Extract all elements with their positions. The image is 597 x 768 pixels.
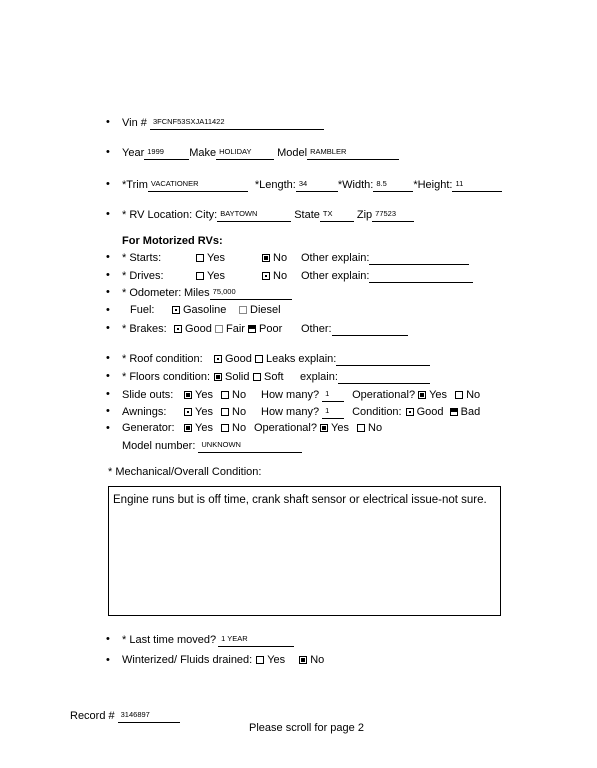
length-field[interactable] [296,178,338,192]
slideouts-how-many-label: How many? [261,389,320,401]
width-value: 8.5 [376,179,387,188]
model-label: Model [277,147,308,159]
make-field[interactable] [216,146,274,160]
bullet: • [106,405,110,417]
scroll-hint: Please scroll for page 2 [249,722,364,734]
brakes-other-label: Other: [301,323,332,335]
generator-row [122,422,382,435]
drives-no-checkbox[interactable] [262,272,270,280]
awnings-row [122,405,480,419]
slideouts-op-yes-checkbox[interactable] [418,391,426,399]
awnings-label: Awnings: [122,406,167,418]
roof-leaks-checkbox[interactable] [255,355,263,363]
brakes-row [122,322,408,336]
record-label: Record # [70,710,115,722]
roof-label: * Roof condition: [122,353,203,365]
height-value: 11 [455,179,464,188]
generator-model-row [122,439,302,453]
awnings-bad-checkbox[interactable] [450,408,458,416]
state-value: TX [322,209,333,218]
winterized-no-label: No [310,654,325,666]
roof-row [122,352,430,366]
model-value: RAMBLER [310,147,347,156]
bullet: • [106,388,110,400]
floors-solid-label: Solid [225,371,250,383]
generator-no-label: No [232,422,247,434]
floors-explain-label: explain: [300,371,338,383]
drives-row [122,269,473,283]
slideouts-how-many-value: 1 [325,389,330,398]
record-value: 3146897 [120,710,150,719]
fuel-diesel-checkbox[interactable] [239,306,247,314]
brakes-poor-label: Poor [259,323,283,335]
drives-other-label: Other explain: [301,270,370,282]
bullet: • [106,633,110,645]
generator-yes-checkbox[interactable] [184,424,192,432]
width-label: *Width: [337,179,374,191]
vin-field[interactable] [150,116,324,130]
height-field[interactable] [452,178,502,192]
mechanical-textarea[interactable] [108,486,501,616]
generator-model-value: UNKNOWN [201,440,241,449]
generator-yes-label: Yes [195,422,213,434]
floors-explain-field[interactable] [338,370,430,384]
dimensions-row [122,178,502,192]
winterized-label: Winterized/ Fluids drained: [122,654,253,666]
roof-leaks-label: Leaks explain: [266,353,337,365]
last-moved-label: * Last time moved? [122,634,217,646]
slideouts-operational-label: Operational? [352,389,416,401]
winterized-yes-label: Yes [267,654,286,666]
awnings-how-many-label: How many? [261,406,320,418]
starts-label: * Starts: [122,252,162,264]
state-label: State [294,209,320,221]
bullet: • [106,286,110,298]
drives-other-field[interactable] [369,269,473,283]
miles-label: Miles [184,287,210,299]
city-field[interactable] [217,208,291,222]
bullet: • [106,116,110,128]
bullet: • [106,146,110,158]
starts-yes-label: Yes [207,252,225,264]
bullet: • [106,304,110,316]
slideouts-yes-checkbox[interactable] [184,391,192,399]
bullet: • [106,251,110,263]
fuel-gasoline-checkbox[interactable] [172,306,180,314]
generator-model-field[interactable] [198,439,302,453]
trim-field[interactable] [148,178,248,192]
drives-label: * Drives: [122,270,164,282]
last-moved-field[interactable] [218,633,294,647]
length-value: 34 [298,179,308,188]
brakes-good-label: Good [185,323,212,335]
bullet: • [106,269,110,281]
awnings-condition-label: Condition: [352,406,402,418]
floors-soft-label: Soft [264,371,284,383]
roof-good-checkbox[interactable] [214,355,222,363]
slideouts-no-label: No [232,389,247,401]
awnings-no-label: No [232,406,247,418]
fuel-row [130,304,281,317]
generator-model-label: Model number: [122,440,196,452]
generator-op-yes-label: Yes [331,422,349,434]
brakes-poor-checkbox[interactable] [248,325,256,333]
zip-value: 77523 [375,209,397,218]
awnings-how-many-field[interactable] [322,405,344,419]
floors-row [122,370,430,384]
generator-no-checkbox[interactable] [221,424,229,432]
slideouts-yes-label: Yes [195,389,213,401]
floors-label: * Floors condition: [122,371,211,383]
zip-label: Zip [356,209,373,221]
brakes-good-checkbox[interactable] [174,325,182,333]
mechanical-label: * Mechanical/Overall Condition: [108,466,262,478]
make-label: Make [189,147,217,159]
generator-op-no-label: No [368,422,383,434]
drives-yes-label: Yes [207,270,225,282]
year-label: Year [122,147,145,159]
slideouts-op-no-checkbox[interactable] [455,391,463,399]
drives-no-label: No [273,270,288,282]
year-value: 1999 [147,147,164,156]
height-label: *Height: [413,179,453,191]
miles-value: 75,000 [212,287,236,296]
awnings-good-checkbox[interactable] [406,408,414,416]
awnings-yes-label: Yes [195,406,213,418]
generator-op-no-checkbox[interactable] [357,424,365,432]
generator-operational-label: Operational? [254,422,317,434]
fuel-gasoline-label: Gasoline [183,304,227,316]
city-value: BAYTOWN [220,209,258,218]
slideouts-op-yes-label: Yes [429,389,448,401]
bullet: • [106,370,110,382]
state-field[interactable] [320,208,354,222]
roof-leaks-field[interactable] [336,352,430,366]
model-field[interactable] [307,146,399,160]
starts-no-label: No [273,252,288,264]
bullet: • [106,422,110,434]
vin-value: 3FCNF53SXJA11422 [152,117,225,126]
floors-solid-checkbox[interactable] [214,373,222,381]
awnings-good-label: Good [416,406,444,418]
trim-value: VACATIONER [150,179,199,188]
brakes-other-field[interactable] [332,322,408,336]
slideouts-row [122,388,480,402]
generator-op-yes-checkbox[interactable] [320,424,328,432]
length-label: *Length: [254,179,296,191]
location-label: * RV Location: City: [122,209,218,221]
winterized-yes-checkbox[interactable] [256,656,264,664]
bullet: • [106,654,110,666]
slideouts-how-many-field[interactable] [322,388,344,402]
vin-row [122,116,324,130]
zip-field[interactable] [372,208,414,222]
motorized-heading: For Motorized RVs: [122,235,223,247]
last-moved-row [122,633,294,647]
bullet: • [106,322,110,334]
record-row [70,709,180,723]
mechanical-text: Engine runs but is off time, crank shaft sensor or electrical issue-not sure. [113,494,487,506]
awnings-bad-label: Bad [460,406,481,418]
odometer-label: * Odometer: [122,287,182,299]
starts-other-label: Other explain: [301,252,370,264]
miles-field[interactable] [210,286,292,300]
drives-yes-checkbox[interactable] [196,272,204,280]
location-row [122,208,414,222]
year-make-model-row [122,146,399,160]
brakes-fair-label: Fair [226,323,245,335]
last-moved-value: 1 YEAR [221,634,248,643]
width-field[interactable] [373,178,413,192]
starts-other-field[interactable] [369,251,469,265]
slideouts-op-no-label: No [466,389,481,401]
brakes-label: * Brakes: [122,323,167,335]
starts-yes-checkbox[interactable] [196,254,204,262]
vin-label: Vin # [122,117,147,129]
generator-label: Generator: [122,422,175,434]
winterized-row [122,654,324,667]
fuel-label: Fuel: [130,304,155,316]
slideouts-no-checkbox[interactable] [221,391,229,399]
odometer-row [122,286,292,300]
awnings-yes-checkbox[interactable] [184,408,192,416]
year-field[interactable] [144,146,189,160]
bullet: • [106,208,110,220]
bullet: • [106,352,110,364]
starts-row [122,251,469,265]
awnings-no-checkbox[interactable] [221,408,229,416]
record-field[interactable] [118,709,180,723]
awnings-how-many-value: 1 [325,406,330,415]
bullet: • [106,178,110,190]
floors-soft-checkbox[interactable] [253,373,261,381]
slideouts-label: Slide outs: [122,389,174,401]
trim-label: *Trim [122,179,148,191]
make-value: HOLIDAY [219,147,252,156]
winterized-no-checkbox[interactable] [299,656,307,664]
starts-no-checkbox[interactable] [262,254,270,262]
roof-good-label: Good [225,353,252,365]
brakes-fair-checkbox[interactable] [215,325,223,333]
fuel-diesel-label: Diesel [250,304,281,316]
